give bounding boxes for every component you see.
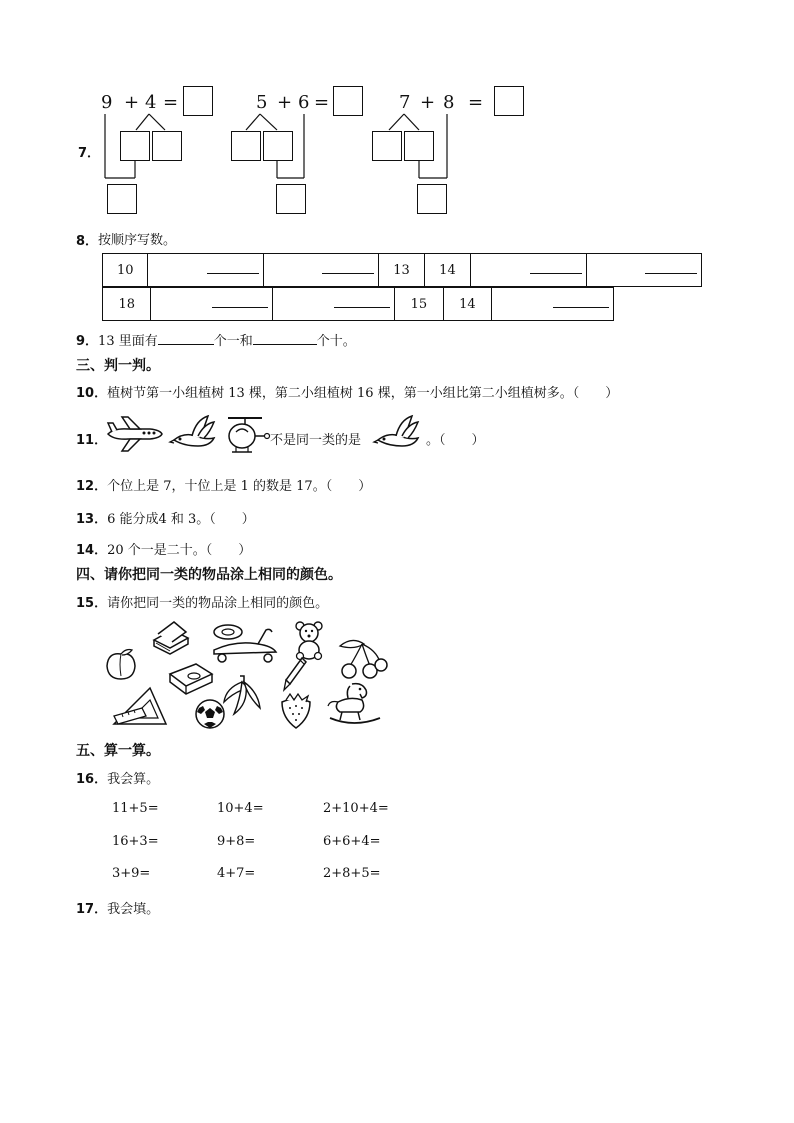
question-number: 15．	[76, 596, 108, 611]
calc-problem[interactable]: 4+7=	[217, 866, 256, 881]
question-text: 个位上是 7，十位上是 1 的数是 17。（ ）	[107, 479, 372, 494]
addend-b: 6	[298, 92, 310, 113]
sum-box[interactable]	[107, 184, 137, 214]
number-cell: 14	[443, 288, 491, 321]
books-icon[interactable]	[150, 618, 192, 656]
pencil-icon[interactable]	[282, 656, 308, 692]
question-number: 12．	[76, 479, 108, 494]
blank-cell[interactable]	[273, 288, 395, 321]
answer-blank[interactable]	[158, 344, 214, 345]
question-17	[76, 898, 159, 917]
question-number: 16．	[76, 772, 108, 787]
question-number: 13．	[76, 512, 108, 527]
bird-icon	[374, 414, 424, 454]
answer-blank[interactable]	[253, 344, 317, 345]
sum-box[interactable]	[417, 184, 447, 214]
addend-a: 9	[101, 92, 113, 113]
peach-icon[interactable]	[104, 646, 138, 682]
split-box[interactable]	[231, 131, 261, 161]
question-number: 14．	[76, 543, 108, 558]
addend-a: 7	[399, 92, 411, 113]
answer-box[interactable]	[494, 86, 524, 116]
split-box[interactable]	[404, 131, 434, 161]
airplane-icon	[104, 414, 164, 454]
number-cell: 18	[103, 288, 151, 321]
calc-problem[interactable]: 3+9=	[112, 866, 151, 881]
split-box[interactable]	[152, 131, 182, 161]
plus-sign: +	[277, 92, 293, 113]
q9-text-3: 个十。	[316, 334, 356, 349]
question-text: 按顺序写数。	[98, 233, 177, 248]
addend-a: 5	[256, 92, 268, 113]
equals-sign: =	[163, 92, 179, 113]
question-number: 17．	[76, 902, 108, 917]
sequence-table-row-1	[102, 253, 702, 287]
rocking-horse-icon[interactable]	[326, 680, 384, 728]
calc-problem[interactable]: 2+10+4=	[323, 801, 389, 816]
question-16	[76, 768, 159, 787]
question-15	[76, 592, 328, 611]
sum-box[interactable]	[276, 184, 306, 214]
pencil-sharpener-icon[interactable]	[166, 660, 216, 696]
question-text: 6 能分成4 和 3。（ ）	[107, 512, 255, 527]
ride-on-toy-icon[interactable]	[206, 620, 282, 664]
question-13	[76, 508, 255, 527]
set-square-icon[interactable]	[112, 686, 168, 726]
blank-cell[interactable]	[471, 254, 587, 287]
section-5-title: 五、算一算。	[76, 743, 160, 759]
addend-b: 4	[145, 92, 157, 113]
plus-sign: +	[124, 92, 140, 113]
q9-text-2: 个一和	[213, 334, 253, 349]
calc-problem[interactable]: 10+4=	[217, 801, 264, 816]
question-number: 8．	[76, 234, 99, 249]
section-4-title: 四、请你把同一类的物品涂上相同的颜色。	[76, 567, 342, 583]
equals-sign: =	[314, 92, 330, 113]
soccer-ball-icon[interactable]	[194, 698, 226, 730]
blank-cell[interactable]	[587, 254, 702, 287]
blank-cell[interactable]	[148, 254, 264, 287]
equals-sign: =	[468, 92, 484, 113]
question-text-end: 。（ ）	[426, 433, 485, 448]
split-box[interactable]	[372, 131, 402, 161]
question-number: 9．	[76, 334, 99, 349]
question-text: 我会填。	[107, 902, 160, 917]
number-cell: 14	[424, 254, 470, 287]
answer-box[interactable]	[183, 86, 213, 116]
question-10	[76, 382, 618, 401]
split-lines	[0, 0, 1, 1]
banana-icon[interactable]	[220, 672, 262, 718]
question-text: 不是同一类的是	[270, 433, 362, 448]
question-14	[76, 539, 251, 558]
answer-box[interactable]	[333, 86, 363, 116]
addend-b: 8	[443, 92, 455, 113]
question-12	[76, 475, 371, 494]
sequence-table-row-2	[102, 287, 614, 321]
helicopter-icon	[222, 414, 270, 456]
plus-sign: +	[420, 92, 436, 113]
split-box[interactable]	[120, 131, 150, 161]
bird-icon	[170, 414, 220, 454]
question-number: 10．	[76, 386, 108, 401]
question-text: 我会算。	[107, 772, 160, 787]
calc-problem[interactable]: 9+8=	[217, 834, 256, 849]
strawberry-icon[interactable]	[276, 692, 316, 730]
question-text: 植树节第一小组植树 13 棵，第二小组植树 16 棵，第一小组比第二小组植树多。（ ）	[107, 386, 619, 401]
question-9	[76, 330, 356, 349]
question-number: 7．	[78, 146, 101, 161]
blank-cell[interactable]	[492, 288, 614, 321]
calc-problem[interactable]: 2+8+5=	[323, 866, 381, 881]
blank-cell[interactable]	[151, 288, 273, 321]
question-text: 请你把同一类的物品涂上相同的颜色。	[107, 596, 329, 611]
question-number: 11．	[76, 433, 108, 448]
section-3-title: 三、判一判。	[76, 358, 160, 374]
number-cell: 15	[395, 288, 443, 321]
number-cell: 10	[103, 254, 148, 287]
calc-problem[interactable]: 16+3=	[112, 834, 159, 849]
question-text: 20 个一是二十。（ ）	[107, 543, 252, 558]
calc-problem[interactable]: 6+6+4=	[323, 834, 381, 849]
calc-problem[interactable]: 11+5=	[112, 801, 159, 816]
teddy-bear-icon[interactable]	[292, 620, 326, 660]
cherries-icon[interactable]	[336, 636, 388, 680]
blank-cell[interactable]	[264, 254, 379, 287]
split-box[interactable]	[263, 131, 293, 161]
number-cell: 13	[379, 254, 424, 287]
q9-text-1: 13 里面有	[98, 334, 158, 349]
